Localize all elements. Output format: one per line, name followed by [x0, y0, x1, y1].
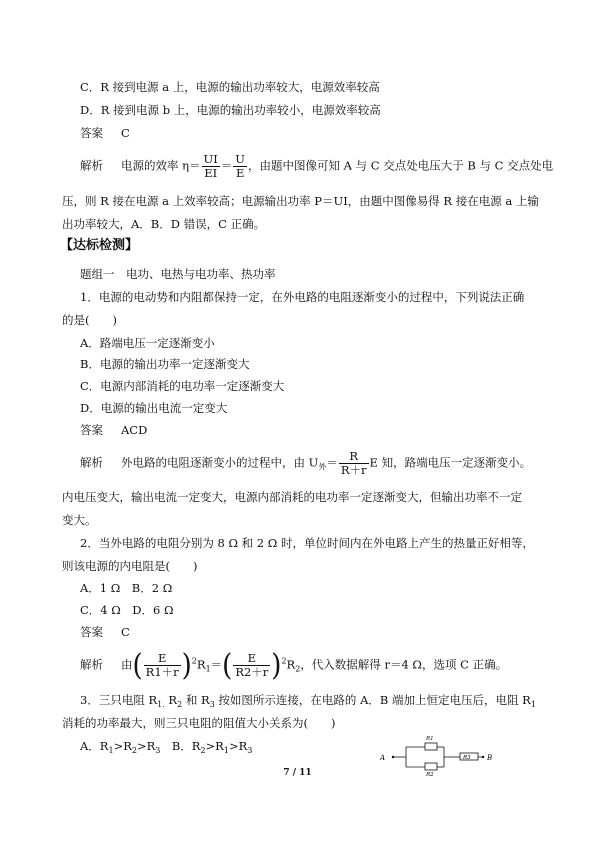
q1-analysis-line3: 变大。 — [62, 513, 97, 527]
group-title: 题组一 电功、电热与电功率、热功率 — [80, 267, 276, 281]
fraction-u-e: $\frac{U}{E}$ — [235, 152, 245, 180]
q2-options-cd: C．4 Ω D．6 Ω — [80, 603, 174, 617]
analysis-text: 电源的效率 η＝ — [121, 158, 201, 173]
answer-value: C — [121, 126, 130, 140]
q2-answer — [80, 624, 130, 640]
answer-label: 答案 — [80, 423, 103, 437]
q1-option-a: A．路端电压一定逐渐变小 — [80, 336, 215, 350]
analysis-prev-line3: 出功率较大，A．B．D 错误，C 正确。 — [62, 217, 266, 231]
q1-option-d: D．电源的输出电流一定变大 — [80, 401, 228, 415]
q1-stem-line2: 的是( ) — [62, 313, 117, 327]
analysis-prev-line1: 解析 电源的效率 η＝ $\frac{UI}{EI}$ ＝ $\frac{U}{E}$ ，由题中图像可知 A 与 C 交点处电压大于 B 与 C 交点处电 — [80, 152, 554, 180]
analysis-label: 解析 — [80, 657, 103, 672]
q1-analysis-line2: 内电压变大，输出电流一定变大，电源内部消耗的电功率一定逐渐变大，但输出功率不一定 — [62, 490, 522, 504]
answer-label: 答案 — [80, 126, 103, 140]
fraction-e-r2: $\frac{E}{R2+r}$ — [235, 651, 269, 679]
answer-value: C — [121, 625, 130, 639]
section-title: 【达标检测】 — [60, 238, 139, 253]
q1-option-c: C．电源内部消耗的电功率一定逐渐变大 — [80, 379, 285, 393]
fraction-r-over-r-plus-r: $\frac{R}{R+r}$ — [340, 449, 367, 477]
q3-options-ab: A．$R_1>R_2>R_3$ B．$R_2>R_1>R_3$ — [80, 739, 253, 755]
q1-analysis-line1: 解析 外电路的电阻逐渐变小的过程中，由 $U_外=$ $\frac{R}{R+r}$ E 知，路端电压一定逐渐变小。 — [80, 449, 532, 477]
fraction-ui-ei: $\frac{UI}{EI}$ — [203, 152, 218, 180]
fraction-e-r1: $\frac{E}{R1+r}$ — [145, 651, 179, 679]
analysis-label: 解析 — [80, 158, 103, 173]
analysis-label: 解析 — [80, 455, 103, 470]
q2-options-ab: A．1 Ω B．2 Ω — [80, 581, 173, 595]
terminal-b-label: B — [487, 754, 493, 762]
q1-answer — [80, 422, 147, 438]
q2-analysis: 解析 由( $\frac{E}{R1+r}$ )$^2R_1=$( $\frac{E}{R2+r}$ )$^2R_2$，代入数据解得 r＝4 Ω，选项 C 正确。 — [80, 648, 508, 683]
resistor-r1 — [425, 743, 437, 750]
q2-stem-line1: 2．当外电路的电阻分别为 8 Ω 和 2 Ω 时，单位时间内在外电路上产生的热量正好相等， — [80, 536, 534, 550]
resistor-r2-label: R2 — [426, 772, 434, 778]
resistor-r1-label: R1 — [426, 736, 434, 742]
analysis-text-post: ，由题中图像可知 A 与 C 交点处电压大于 B 与 C 交点处电 — [248, 158, 554, 173]
resistor-r3-label: R3 — [463, 755, 471, 761]
q1-option-b: B．电源的输出功率一定逐渐变大 — [80, 357, 250, 371]
q1-stem-line1: 1．电源的电动势和内阻都保持一定，在外电路的电阻逐渐变小的过程中，下列说法正确 — [80, 290, 525, 304]
page-number: 7 / 11 — [283, 768, 312, 778]
answer-prev — [80, 125, 130, 141]
answer-label: 答案 — [80, 625, 103, 639]
q3-stem-line2: 消耗的功率最大，则三只电阻的阻值大小关系为( ) — [62, 716, 336, 730]
option-c-prev: C．R 接到电源 a 上，电源的输出功率较大，电源效率较高 — [80, 80, 380, 94]
answer-value: ACD — [121, 423, 148, 437]
analysis-prev-line2: 压，则 R 接在电源 a 上效率较高；电源输出功率 P＝UI，由题中图像易得 R 接在电源 a 上输 — [62, 194, 539, 208]
q3-stem-line1: 3．三只电阻 $R_{1.}$ $R_2$ 和 $R_3$ 按如图所示连接，在电路的 A．B 端加上恒定电压后，电阻 $R_1$ — [80, 693, 536, 709]
q2-stem-line2: 则该电源的内电阻是( ) — [62, 559, 198, 573]
circuit-diagram — [378, 730, 498, 778]
option-d-prev: D．R 接到电源 b 上，电源的输出功率较小，电源效率较高 — [80, 103, 381, 117]
terminal-a-label: A — [380, 754, 386, 762]
